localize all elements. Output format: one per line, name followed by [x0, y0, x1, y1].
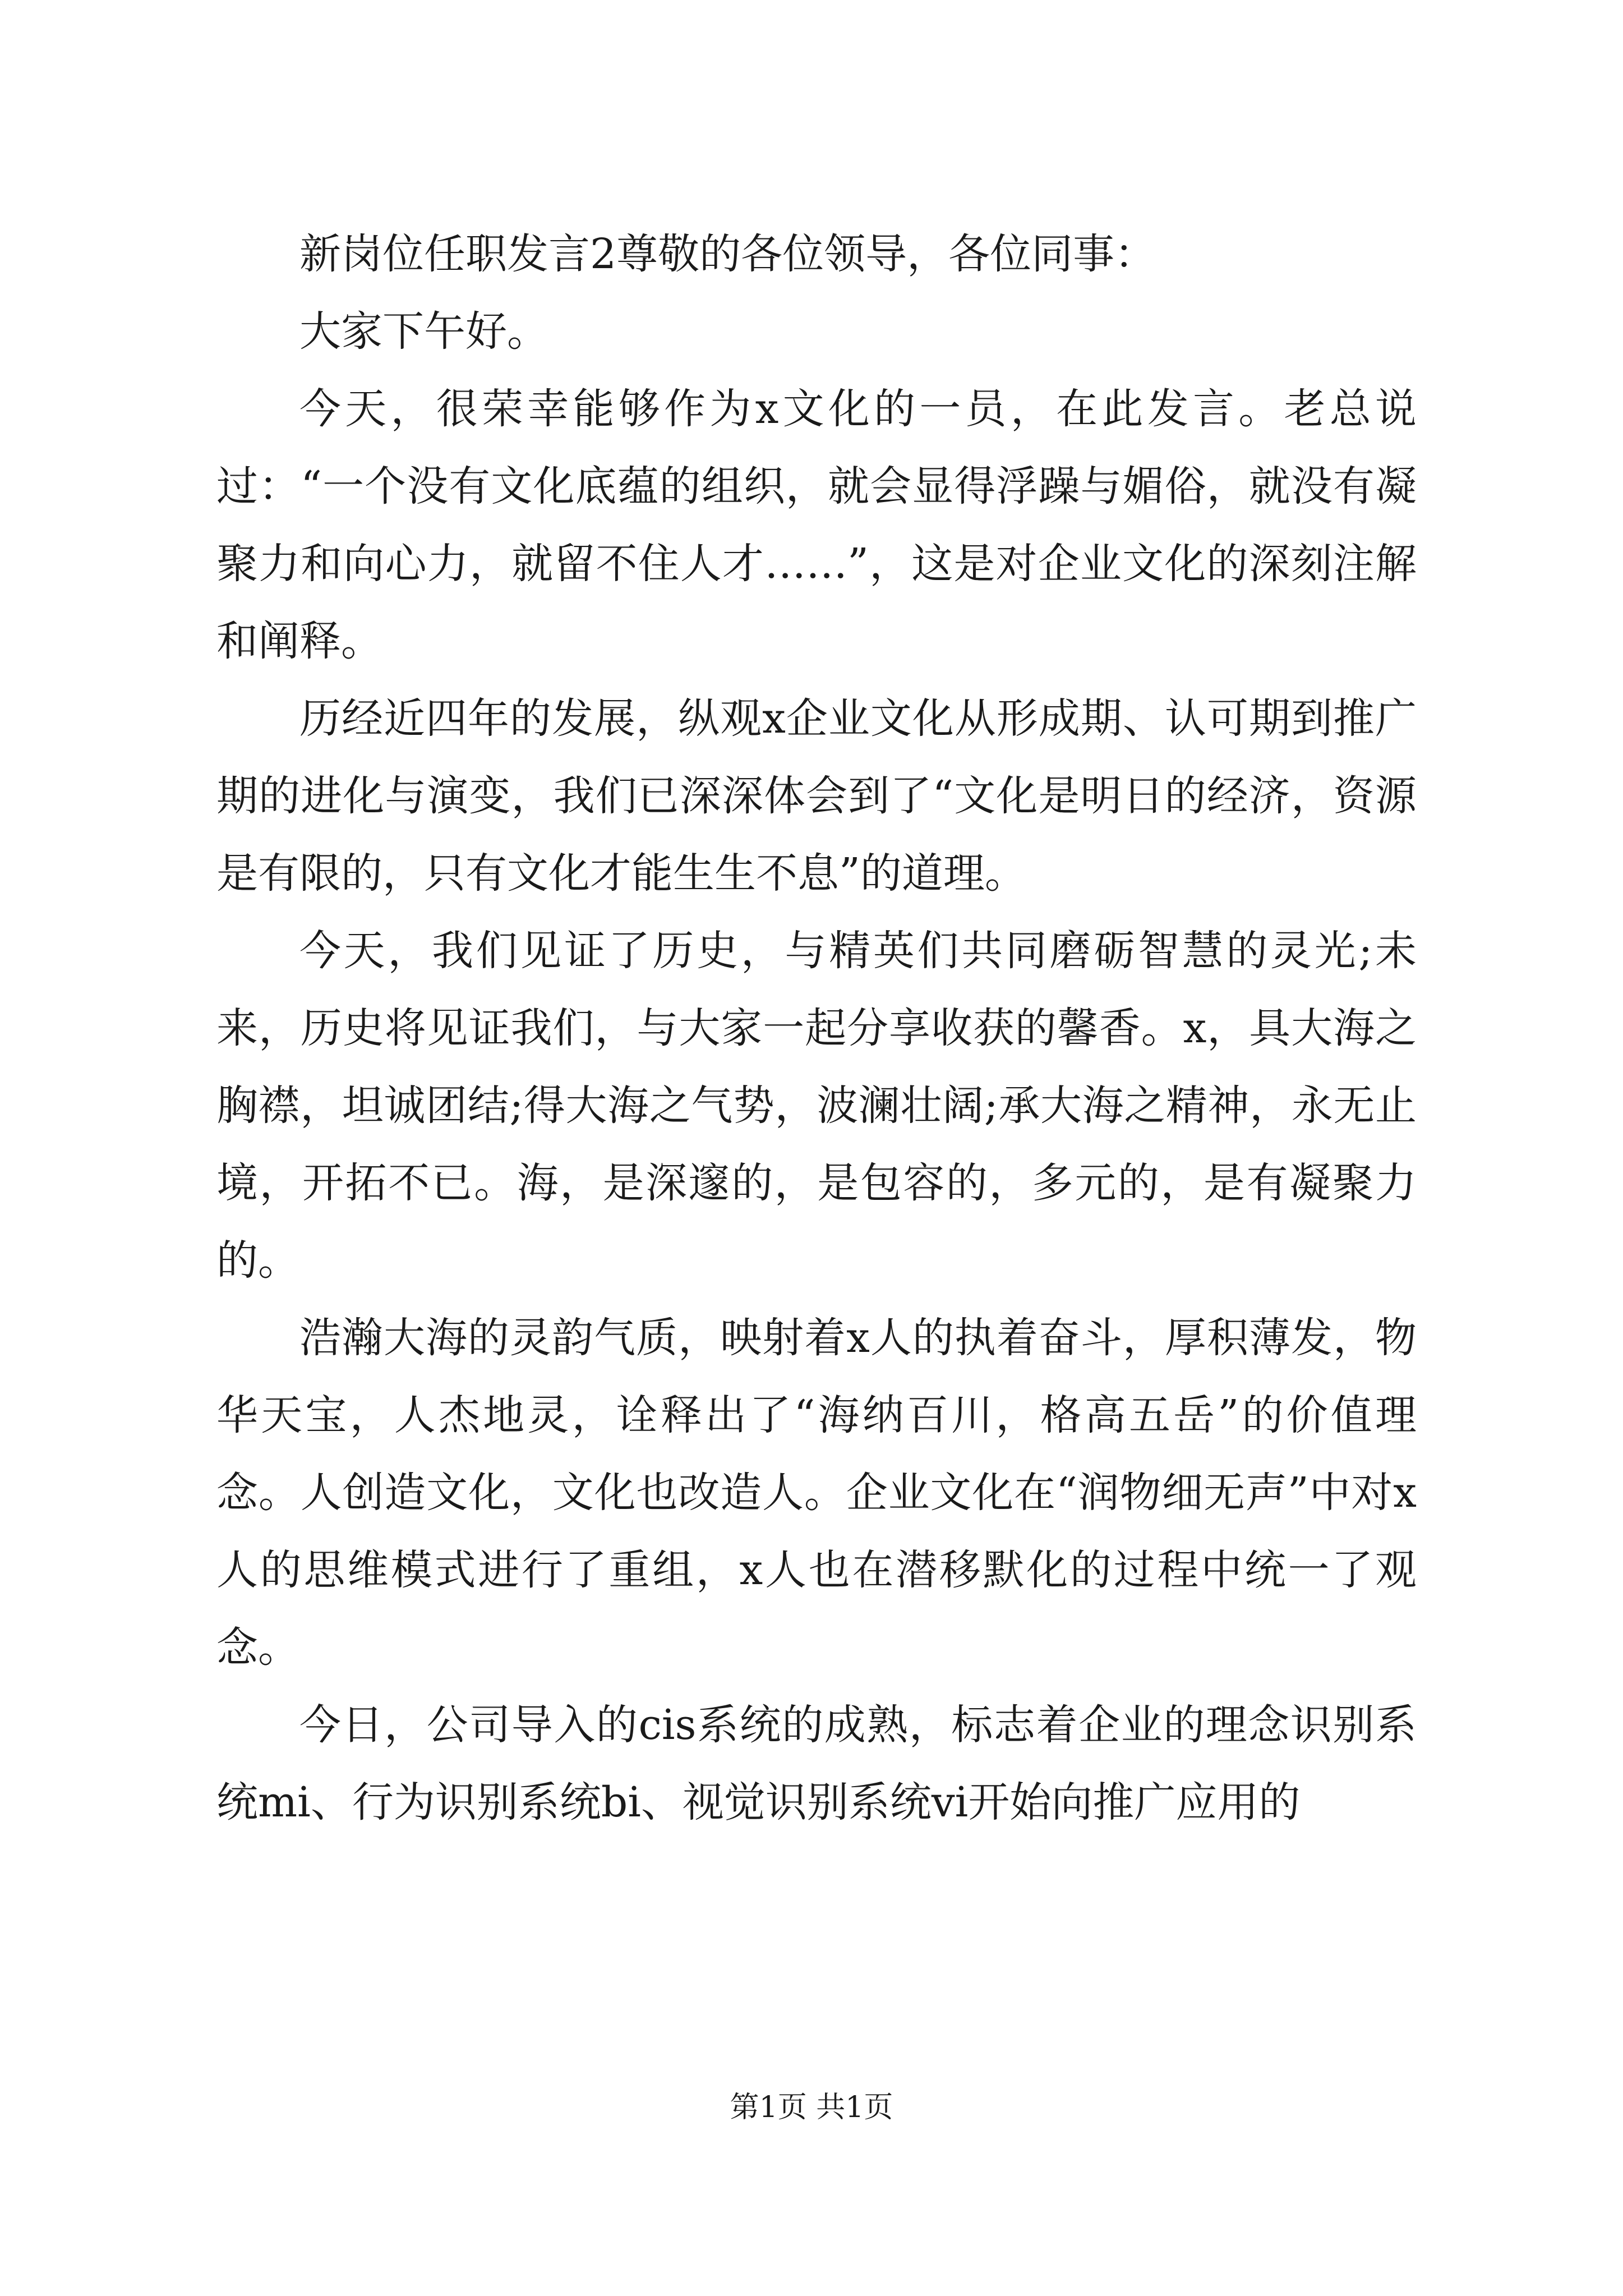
page-footer: 第1页 共1页 — [730, 2091, 893, 2124]
paragraph-6: 浩瀚大海的灵韵气质，映射着x人的执着奋斗，厚积薄发，物华天宝，人杰地灵，诠释出了“海纳百川，格高五岳”的价值理念。人创造文化，文化也改造人。企业文化在“润物细无声”中对x人的思维模式进行了重组，x人也在潜移默化的过程中统一了观念。 — [216, 1314, 1417, 1672]
paragraph-heading: 新岗位任职发言2尊敬的各位领导，各位同事： — [299, 230, 1156, 278]
document-body — [216, 215, 1417, 1841]
paragraph-7: 今日，公司导入的cis系统的成熟，标志着企业的理念识别系统mi、行为识别系统bi、视觉识别系统vi开始向推广应用的 — [216, 1701, 1417, 1826]
paragraph-3: 今天，很荣幸能够作为x文化的一员，在此发言。老总说过：“一个没有文化底蕴的组织，就会显得浮躁与媚俗，就没有凝聚力和向心力，就留不住人才……”，这是对企业文化的深刻注解和阐释。 — [216, 385, 1417, 665]
paragraph-greeting: 大家下午好。 — [299, 307, 548, 356]
paragraph-5: 今天，我们见证了历史，与精英们共同磨砺智慧的灵光;未来，历史将见证我们，与大家一起分享收获的馨香。x，具大海之胸襟，坦诚团结;得大海之气势，波澜壮阔;承大海之精神，永无止境，开拓不已。海，是深邃的，是包容的，多元的，是有凝聚力的。 — [216, 927, 1417, 1285]
paragraph-4: 历经近四年的发展，纵观x企业文化从形成期、认可期到推广期的进化与演变，我们已深深体会到了“文化是明日的经济，资源是有限的，只有文化才能生生不息”的道理。 — [216, 694, 1417, 898]
